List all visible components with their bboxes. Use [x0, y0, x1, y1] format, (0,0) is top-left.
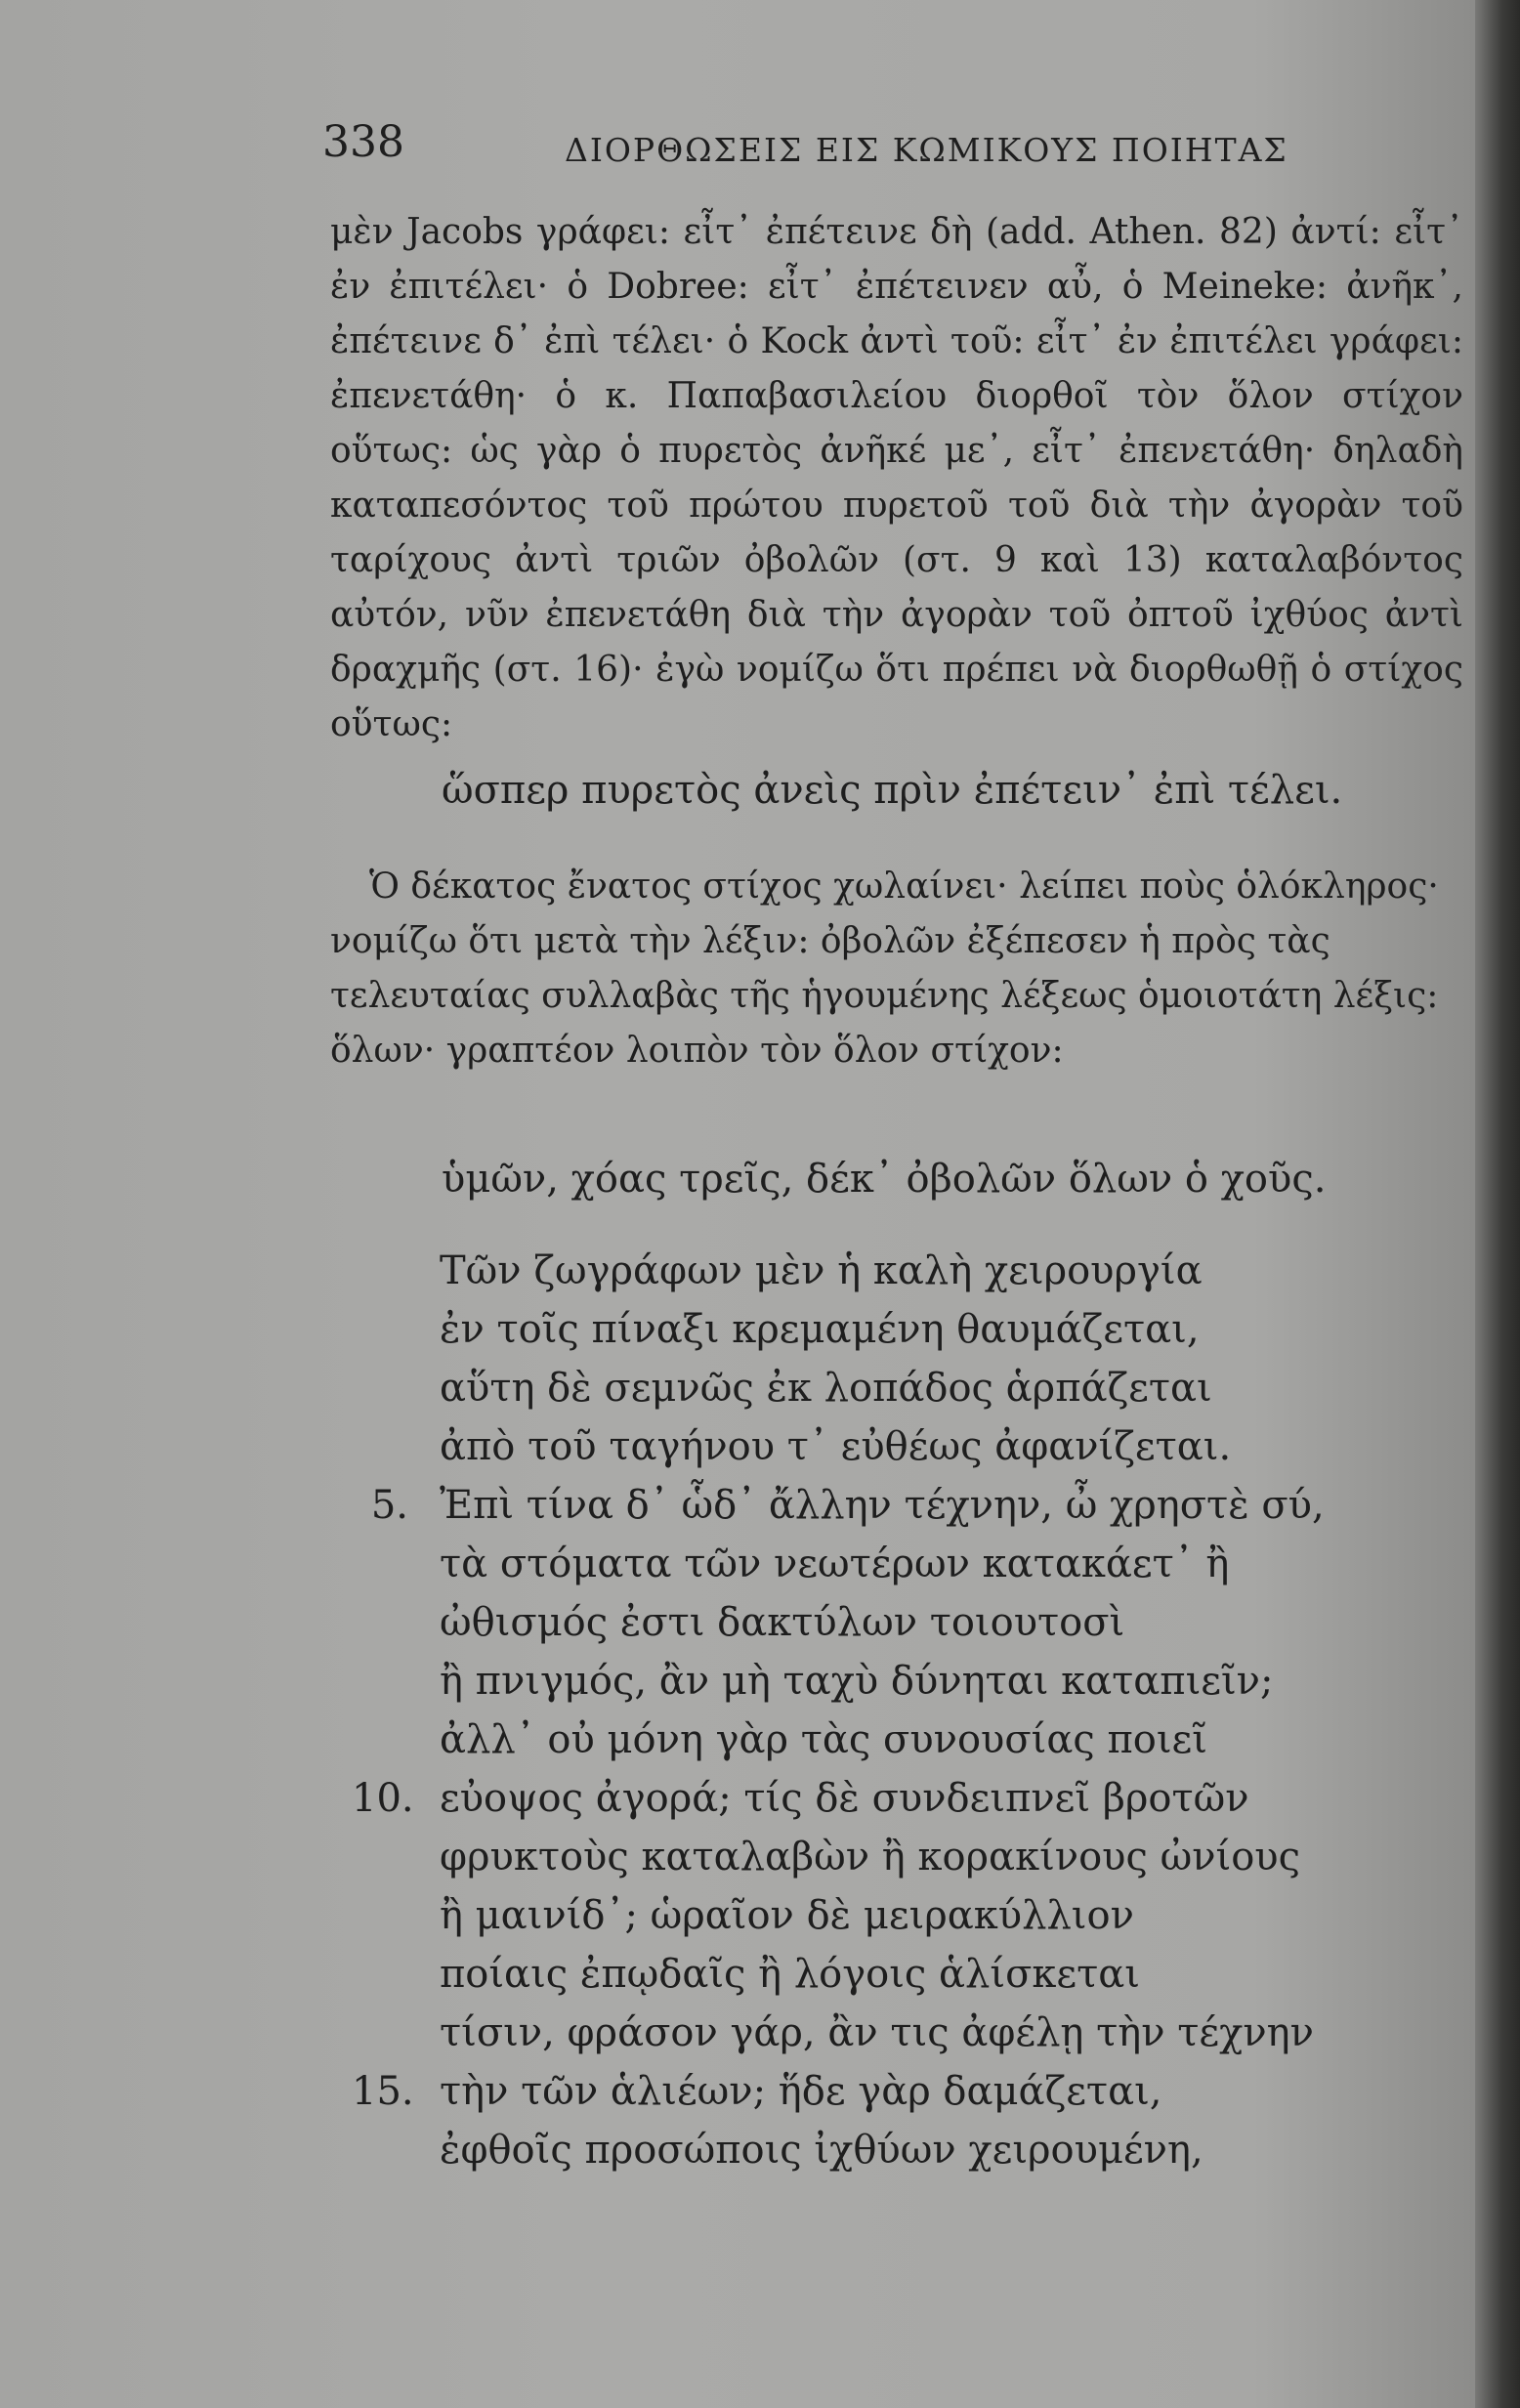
commentary-notes [330, 205, 1463, 752]
line-number: 15. [352, 2069, 414, 2114]
line-text: Ἐπὶ τίνα δ᾽ ὧδ᾽ ἄλλην τέχνην, ὦ χρηστὲ σύ, [440, 1483, 1325, 1528]
line-text: ποίαις ἐπῳδαῖς ἢ λόγοις ἁλίσκεται [440, 1952, 1140, 1997]
poem-line [352, 1893, 1387, 1952]
emended-verse-2: ὑμῶν, χόας τρεῖς, δέκ᾽ ὀβολῶν ὅλων ὁ χοῦς. [442, 1157, 1327, 1202]
line-text: Τῶν ζωγράφων μὲν ἡ καλὴ χειρουργία [440, 1248, 1203, 1293]
line-text: ἢ μαινίδ᾽; ὡραῖον δὲ μειρακύλλιον [440, 1893, 1134, 1938]
poem-line [352, 1307, 1387, 1366]
poem-line [352, 1542, 1387, 1600]
line-number: 10. [352, 1776, 414, 1821]
poem-line [352, 2069, 1387, 2128]
poem-line [352, 1600, 1387, 1659]
line-text: εὐοψος ἀγορά; τίς δὲ συνδειπνεῖ βροτῶν [440, 1776, 1249, 1821]
notes-paragraph: μὲν Jacobs γράφει: εἶτ᾽ ἐπέτεινε δὴ (add. Athen. 82) ἀντί: εἶτ᾽ ἐν ἐπιτέλει· ὁ Dobree: εἶτ᾽ ἐπέτεινεν αὖ, ὁ Meineke: ἀνῆκ᾽, ἐπέτεινε δ᾽ ἐπὶ τέλει· ὁ Kock ἀντὶ τοῦ: εἶτ᾽ ἐν ἐπιτέλει γράφει: ἐπενετάθη· ὁ κ. Παπαβασιλείου διορθοῖ τὸν ὅλον στίχον οὕτως: ὡς γὰρ ὁ πυρετὸς ἀνῆκέ με᾽, εἶτ᾽ ἐπενετάθη· δηλαδὴ καταπεσόντος τοῦ πρώτου πυρετοῦ τοῦ διὰ τὴν ἀγορὰν τοῦ ταρίχους ἀντὶ τριῶν ὀβολῶν (στ. 9 καὶ 13) καταλαβόντος αὐτόν, νῦν ἐπενετάθη διὰ τὴν ἀγορὰν τοῦ ὀπτοῦ ἰχθύος ἀντὶ δραχμῆς (στ. 16)· ἐγὼ νομίζω ὅτι πρέπει νὰ διορθωθῇ ὁ στίχος οὕτως: [330, 212, 1463, 744]
poem-line [352, 1717, 1387, 1776]
line-number: 5. [370, 1483, 408, 1528]
page-edge-shadow [1475, 0, 1520, 2408]
poem-line [352, 1248, 1387, 1307]
line-text: αὕτη δὲ σεμνῶς ἐκ λοπάδος ἁρπάζεται [440, 1366, 1212, 1411]
line-text: τὰ στόματα τῶν νεωτέρων κατακάετ᾽ ἢ [440, 1542, 1230, 1586]
poem-line [352, 1483, 1387, 1542]
line-text: ὠθισμός ἐστι δακτύλων τοιουτοσὶ [440, 1600, 1125, 1645]
poem [352, 1248, 1387, 2186]
line-text: ἀπὸ τοῦ ταγήνου τ᾽ εὐθέως ἀφανίζεται. [440, 1424, 1232, 1469]
para2-text: Ὁ δέκατος ἔνατος στίχος χωλαίνει· λείπει ποὺς ὁλόκληρος· νομίζω ὅτι μετὰ τὴν λέξιν: ὀβολῶν ἐξέπεσεν ἡ πρὸς τὰς τελευταίας συλλαβὰς τῆς ἡγουμένης λέξεως ὁμοιοτάτη λέξις: ὅλων· γραπτέον λοιπὸν τὸν ὅλον στίχον: [330, 866, 1439, 1071]
poem-line [352, 1776, 1387, 1835]
poem-line [352, 1835, 1387, 1893]
poem-line [352, 1659, 1387, 1717]
line-text: ἀλλ᾽ οὐ μόνη γὰρ τὰς συνουσίας ποιεῖ [440, 1717, 1207, 1762]
poem-line [352, 1424, 1387, 1483]
poem-line [352, 1952, 1387, 2010]
poem-line [352, 1366, 1387, 1424]
running-title: ΔΙΟΡΘΩΣΕΙΣ ΕΙΣ ΚΩΜΙΚΟΥΣ ΠΟΙΗΤΑΣ [565, 131, 1288, 169]
page-number: 338 [322, 117, 404, 167]
poem-line [352, 2128, 1387, 2186]
poem-line [352, 2010, 1387, 2069]
emended-verse: ὥσπερ πυρετὸς ἀνεὶς πρὶν ἐπέτειν᾽ ἐπὶ τέλει. [442, 768, 1343, 813]
line-text: ἐφθοῖς προσώποις ἰχθύων χειρουμένη, [440, 2128, 1203, 2173]
running-head [322, 117, 1319, 176]
line-text: ἢ πνιγμός, ἂν μὴ ταχὺ δύνηται καταπιεῖν; [440, 1659, 1274, 1704]
commentary-paragraph-2 [330, 860, 1463, 1078]
line-text: ἐν τοῖς πίναξι κρεμαμένη θαυμάζεται, [440, 1307, 1200, 1352]
line-text: τίσιν, φράσον γάρ, ἂν τις ἀφέλῃ τὴν τέχνην [440, 2010, 1314, 2055]
line-text: τὴν τῶν ἁλιέων; ἥδε γὰρ δαμάζεται, [440, 2069, 1162, 2114]
line-text: φρυκτοὺς καταλαβὼν ἢ κορακίνους ὠνίους [440, 1835, 1300, 1880]
